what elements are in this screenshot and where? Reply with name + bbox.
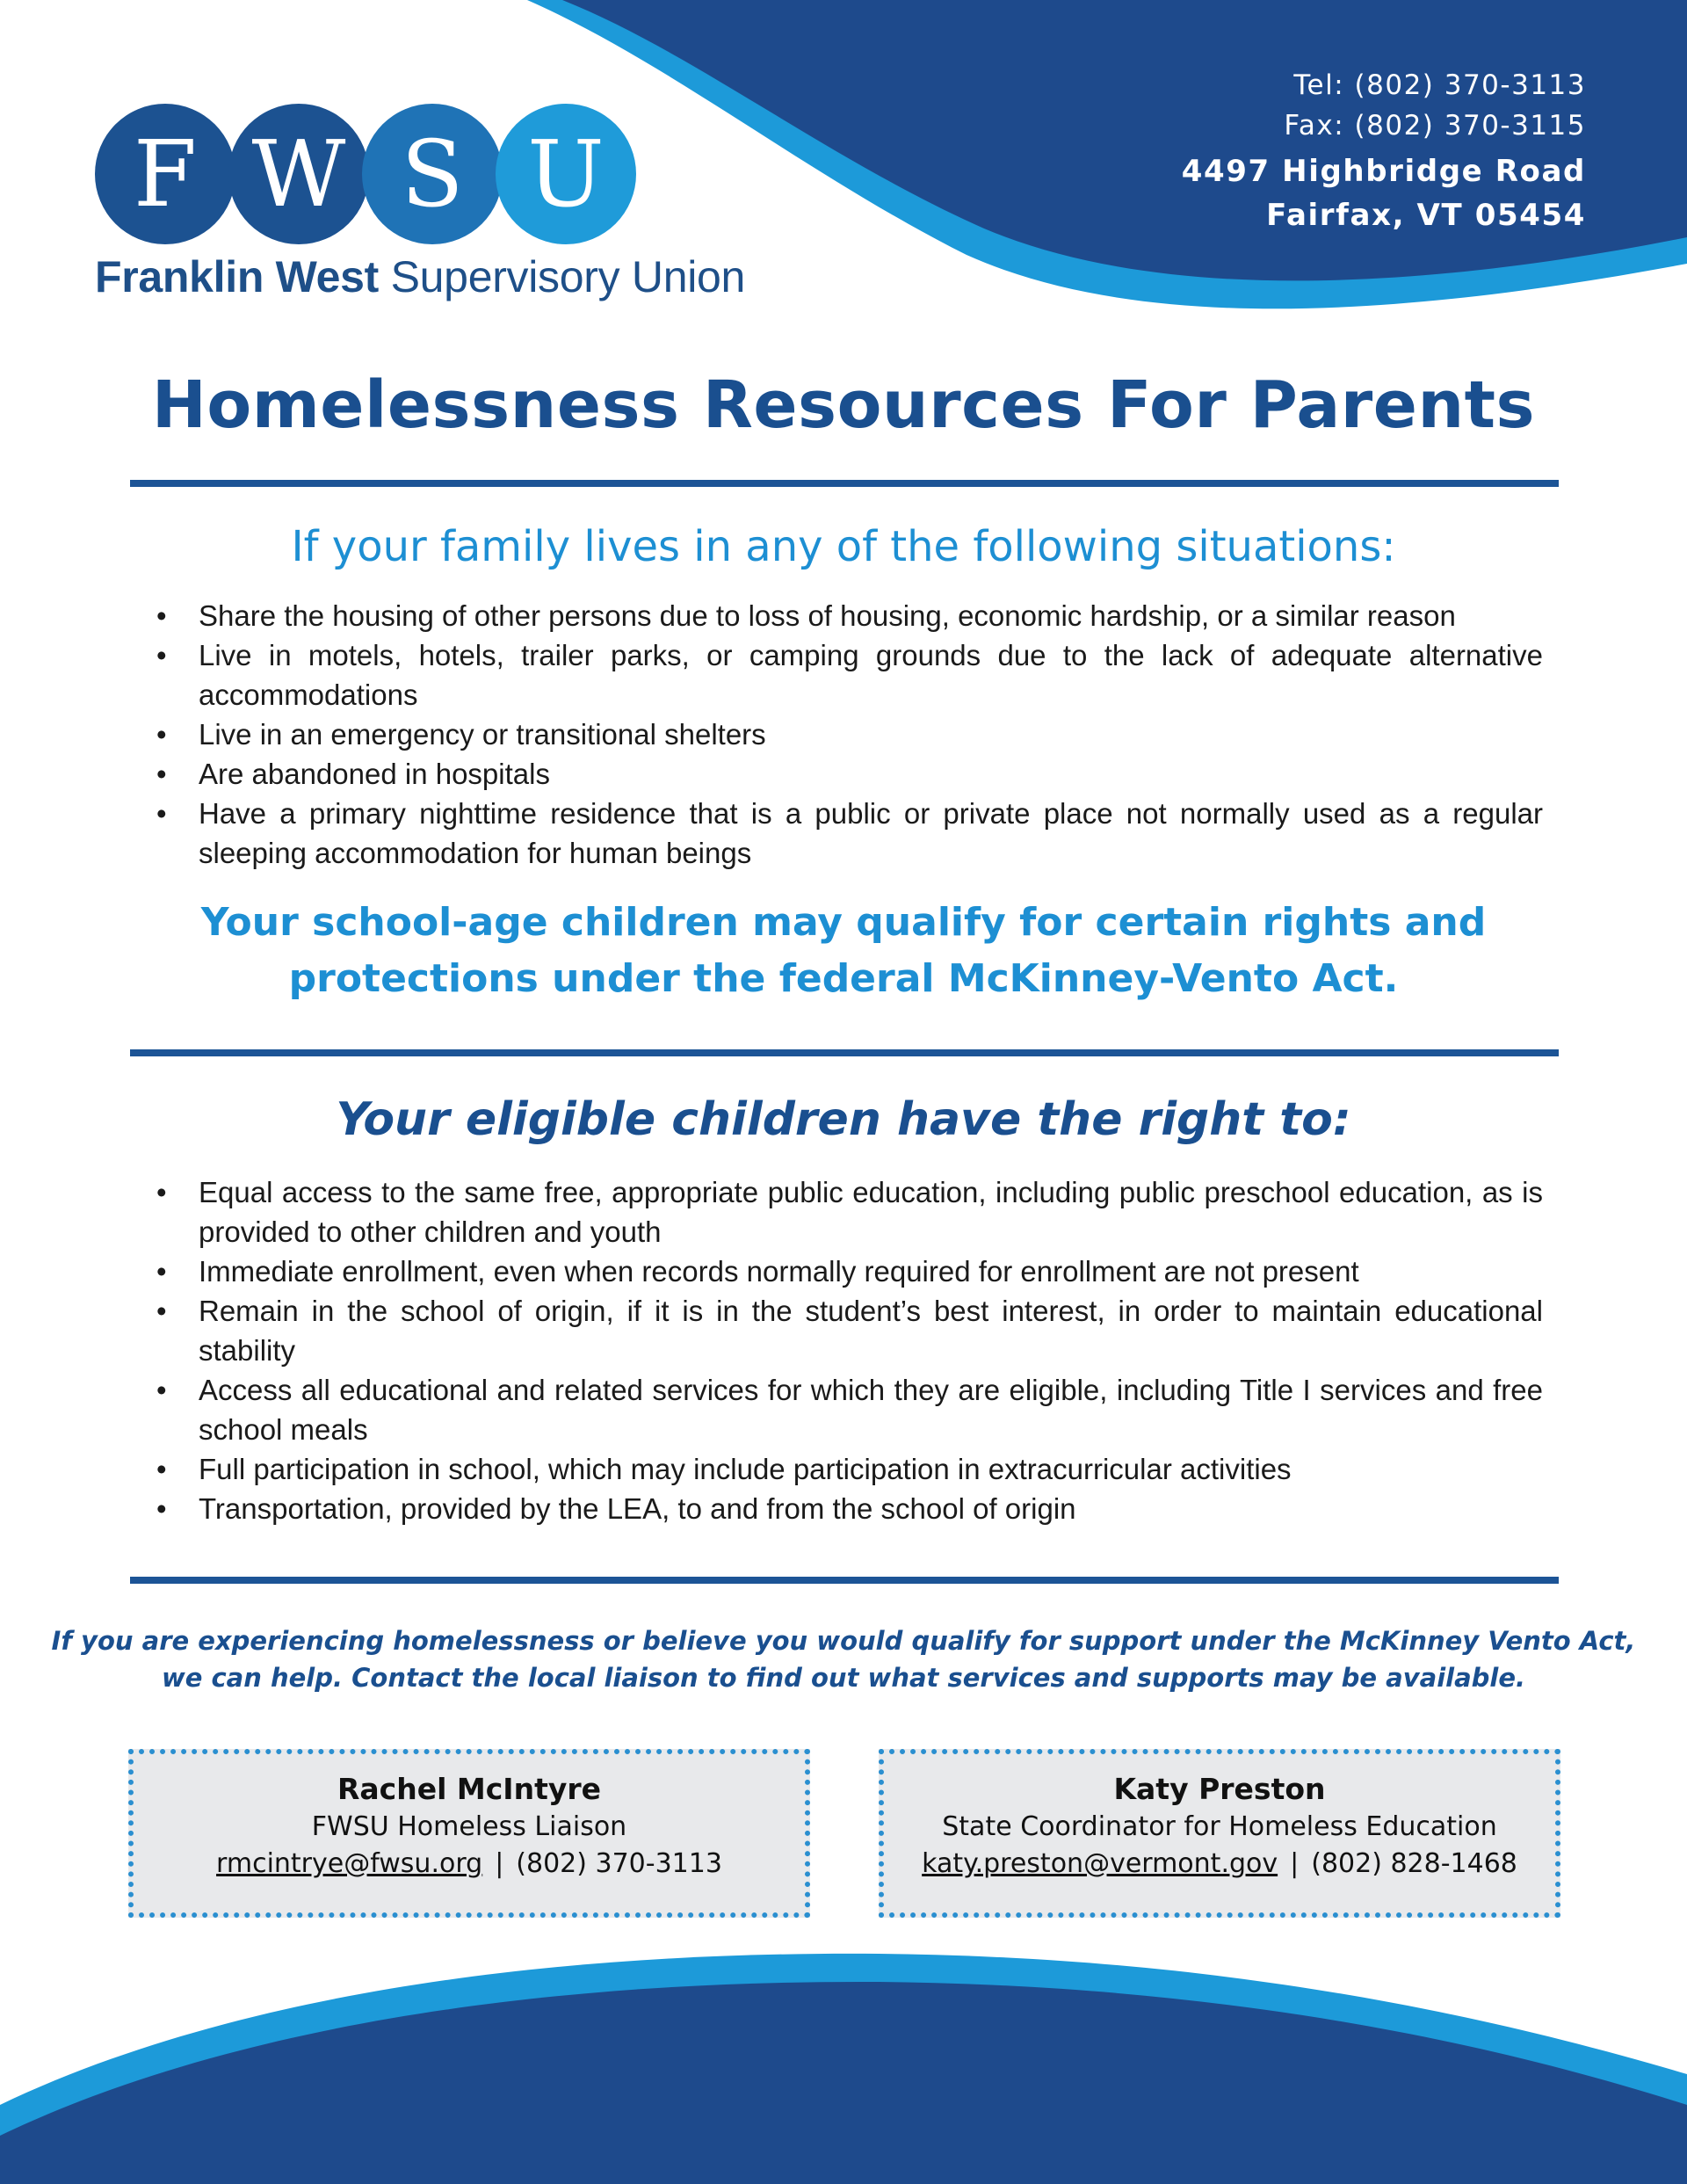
list-item: • Remain in the school of origin, if it is in the student’s best interest, in order to maintain educational stability <box>156 1291 1543 1370</box>
rights-list <box>156 1172 1543 1528</box>
fwsu-logo <box>95 104 780 306</box>
list-item: • Are abandoned in hospitals <box>156 754 1543 794</box>
list-item: • Live in motels, hotels, trailer parks, or camping grounds due to the lack of adequate alternative accommodations <box>156 635 1543 715</box>
header-address-line2: Fairfax, VT 05454 <box>1266 198 1586 233</box>
header-fax: Fax: (802) 370-3115 <box>1284 110 1586 141</box>
org-name <box>95 251 745 302</box>
logo-letter-w: W <box>228 104 369 244</box>
header-address-line1: 4497 Highbridge Road <box>1181 154 1586 189</box>
list-item: • Access all educational and related services for which they are eligible, including Title I services and free school meals <box>156 1370 1543 1449</box>
contact-role: State Coordinator for Homeless Education <box>942 1811 1497 1842</box>
contact-separator: | <box>495 1848 504 1879</box>
help-note <box>0 1622 1687 1696</box>
help-line1: If you are experiencing homelessness or believe you would qualify for support under the McKinney Vento Act, <box>51 1626 1636 1656</box>
contact-card-state-coordinator <box>879 1749 1560 1918</box>
help-line2: we can help. Contact the local liaison to find out what services and supports may be available. <box>161 1663 1526 1693</box>
list-item: • Full participation in school, which may include participation in extracurricular activities <box>156 1449 1543 1489</box>
header-tel: Tel: (802) 370-3113 <box>1293 69 1586 101</box>
footer-wave-decoration <box>0 1920 1687 2184</box>
contact-phone: (802) 828-1468 <box>1311 1848 1517 1879</box>
logo-letter-s: S <box>362 104 503 244</box>
list-item: • Have a primary nighttime residence that is a public or private place not normally used as a regular sleeping accommodation for human beings <box>156 794 1543 873</box>
rights-heading: Your eligible children have the right to: <box>336 1093 1351 1146</box>
logo-circles <box>95 104 640 244</box>
list-item: • Share the housing of other persons due to loss of housing, economic hardship, or a similar reason <box>156 596 1543 635</box>
contact-line <box>884 1846 1555 1883</box>
contact-name: Katy Preston <box>1113 1772 1326 1806</box>
divider-middle <box>130 1049 1559 1056</box>
situations-heading: If your family lives in any of the following situations: <box>291 522 1396 571</box>
contact-name: Rachel McIntyre <box>337 1772 602 1806</box>
contact-line <box>134 1846 805 1883</box>
list-item: • Transportation, provided by the LEA, to and from the school of origin <box>156 1489 1543 1528</box>
contact-role: FWSU Homeless Liaison <box>311 1811 627 1842</box>
list-item: • Equal access to the same free, appropriate public education, including public preschool education, as is provided to other children and youth <box>156 1172 1543 1252</box>
list-item: • Live in an emergency or transitional shelters <box>156 715 1543 754</box>
list-item: • Immediate enrollment, even when records normally required for enrollment are not present <box>156 1252 1543 1291</box>
qualify-line1: Your school-age children may qualify for certain rights and <box>200 900 1487 945</box>
contact-separator: | <box>1290 1848 1300 1879</box>
qualify-statement <box>0 895 1687 1007</box>
logo-letter-f: F <box>95 104 235 244</box>
divider-top <box>130 480 1559 487</box>
contact-phone: (802) 370-3113 <box>516 1848 722 1879</box>
situations-list <box>156 596 1543 873</box>
divider-bottom <box>130 1577 1559 1584</box>
contact-email-link[interactable]: katy.preston@vermont.gov <box>922 1848 1278 1879</box>
org-name-light: Supervisory Union <box>390 252 746 301</box>
contact-email-link[interactable]: rmcintrye@fwsu.org <box>216 1848 483 1879</box>
logo-letter-u: U <box>496 104 636 244</box>
qualify-line2: protections under the federal McKinney-Vento Act. <box>288 956 1399 1001</box>
header-contact <box>1182 65 1586 237</box>
org-name-bold: Franklin West <box>95 252 380 301</box>
contact-card-liaison <box>128 1749 810 1918</box>
page-title: Homelessness Resources For Parents <box>151 367 1536 443</box>
